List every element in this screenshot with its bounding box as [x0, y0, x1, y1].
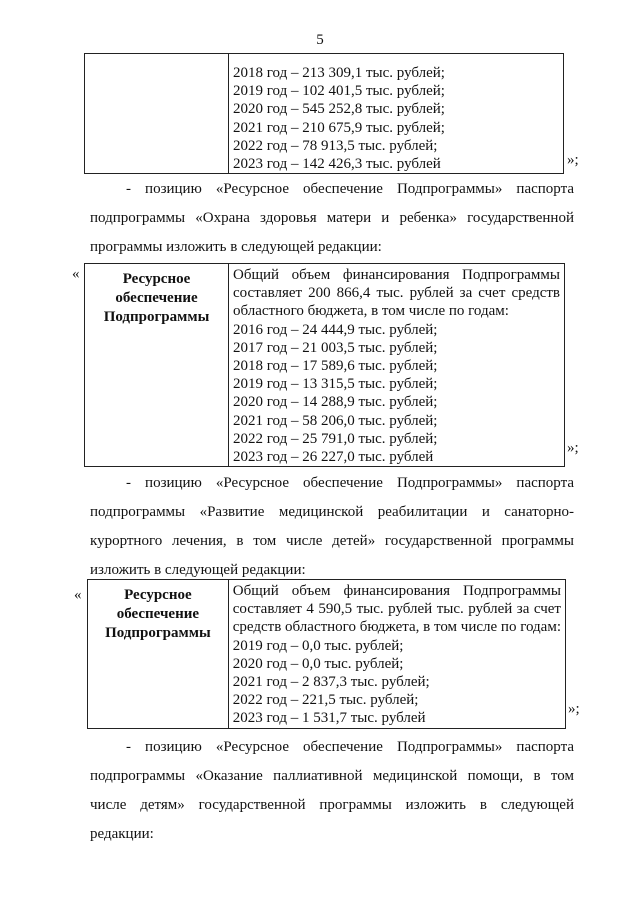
- table-label-cell-empty: [85, 54, 229, 174]
- intro-line: Общий объем финансирования Подпрограммы: [232, 583, 561, 599]
- funding-table: [87, 579, 566, 729]
- paragraph-line: подпрограммы «Развитие медицинской реабилитации и санаторно-: [90, 504, 574, 520]
- table-content-cell: [229, 264, 565, 467]
- year-line: 2023 год – 1 531,7 тыс. рублей: [232, 710, 426, 727]
- year-line: 2021 год – 58 206,0 тыс. рублей;: [233, 412, 438, 429]
- label-line: обеспечение: [116, 606, 200, 622]
- funding-table-continued: [84, 53, 564, 174]
- year-line: 2016 год – 24 444,9 тыс. рублей;: [233, 321, 438, 338]
- funding-table: [84, 263, 565, 467]
- year-line: 2019 год – 0,0 тыс. рублей;: [232, 637, 404, 654]
- year-line: 2022 год – 78 913,5 тыс. рублей;: [233, 137, 438, 154]
- year-line: 2017 год – 21 003,5 тыс. рублей;: [233, 339, 438, 356]
- year-line: 2019 год – 13 315,5 тыс. рублей;: [233, 376, 438, 393]
- label-line: Подпрограммы: [103, 309, 210, 325]
- paragraph-line: программы изложить в следующей редакции:: [90, 239, 382, 255]
- intro-line: составляет 4 590,5 тыс. рублей тыс. рублей за счет: [232, 601, 561, 618]
- paragraph-line: подпрограммы «Оказание паллиативной медицинской помощи, в том: [90, 768, 574, 784]
- opening-quote: «: [74, 587, 82, 603]
- paragraph-line: курортного лечения, в том числе детей» государственной программы: [90, 533, 574, 549]
- closing-quote: »;: [567, 152, 579, 168]
- table-label-cell: [85, 264, 229, 467]
- opening-quote: «: [72, 266, 80, 282]
- year-line: 2020 год – 545 252,8 тыс. рублей;: [233, 101, 445, 118]
- year-line: 2021 год – 2 837,3 тыс. рублей;: [232, 674, 430, 691]
- paragraph-line: изложить в следующей редакции:: [90, 562, 306, 578]
- year-line: 2020 год – 0,0 тыс. рублей;: [232, 655, 404, 672]
- year-line: 2023 год – 26 227,0 тыс. рублей: [233, 449, 434, 466]
- year-line: 2022 год – 25 791,0 тыс. рублей;: [233, 430, 438, 447]
- label-line: Подпрограммы: [105, 625, 211, 641]
- year-line: 2019 год – 102 401,5 тыс. рублей;: [233, 83, 445, 100]
- paragraph-line: редакции:: [90, 826, 154, 842]
- intro-line: областного бюджета, в том числе по годам:: [233, 303, 509, 320]
- page-number: 5: [316, 32, 324, 48]
- label-line: Ресурсное: [124, 587, 192, 603]
- closing-quote: »;: [567, 440, 579, 456]
- table-content-cell: [229, 54, 564, 174]
- year-line: 2023 год – 142 426,3 тыс. рублей: [233, 156, 441, 173]
- intro-line: средств областного бюджета, в том числе по годам:: [232, 619, 561, 636]
- year-line: 2018 год – 17 589,6 тыс. рублей;: [233, 358, 438, 375]
- year-line: 2022 год – 221,5 тыс. рублей;: [232, 692, 419, 709]
- table-content-cell: [228, 580, 565, 729]
- paragraph-line: - позицию «Ресурсное обеспечение Подпрограммы» паспорта: [126, 475, 574, 491]
- year-line: 2020 год – 14 288,9 тыс. рублей;: [233, 394, 438, 411]
- instruction-paragraph: [90, 469, 574, 585]
- intro-line: Общий объем финансирования Подпрограммы: [233, 267, 560, 283]
- label-line: обеспечение: [115, 290, 198, 306]
- year-line: 2021 год – 210 675,9 тыс. рублей;: [233, 119, 445, 136]
- paragraph-line: - позицию «Ресурсное обеспечение Подпрограммы» паспорта: [126, 739, 574, 755]
- year-line: 2018 год – 213 309,1 тыс. рублей;: [233, 65, 445, 81]
- paragraph-line: - позицию «Ресурсное обеспечение Подпрограммы» паспорта: [126, 181, 574, 197]
- instruction-paragraph: [90, 733, 574, 849]
- paragraph-line: подпрограммы «Охрана здоровья матери и ребенка» государственной: [90, 210, 574, 226]
- closing-quote: »;: [568, 701, 580, 717]
- intro-line: составляет 200 866,4 тыс. рублей за счет средств: [233, 285, 560, 302]
- instruction-paragraph: [90, 175, 574, 262]
- paragraph-line: числе детям» государственной программы изложить в следующей: [90, 797, 574, 813]
- table-label-cell: [88, 580, 229, 729]
- label-line: Ресурсное: [122, 271, 191, 287]
